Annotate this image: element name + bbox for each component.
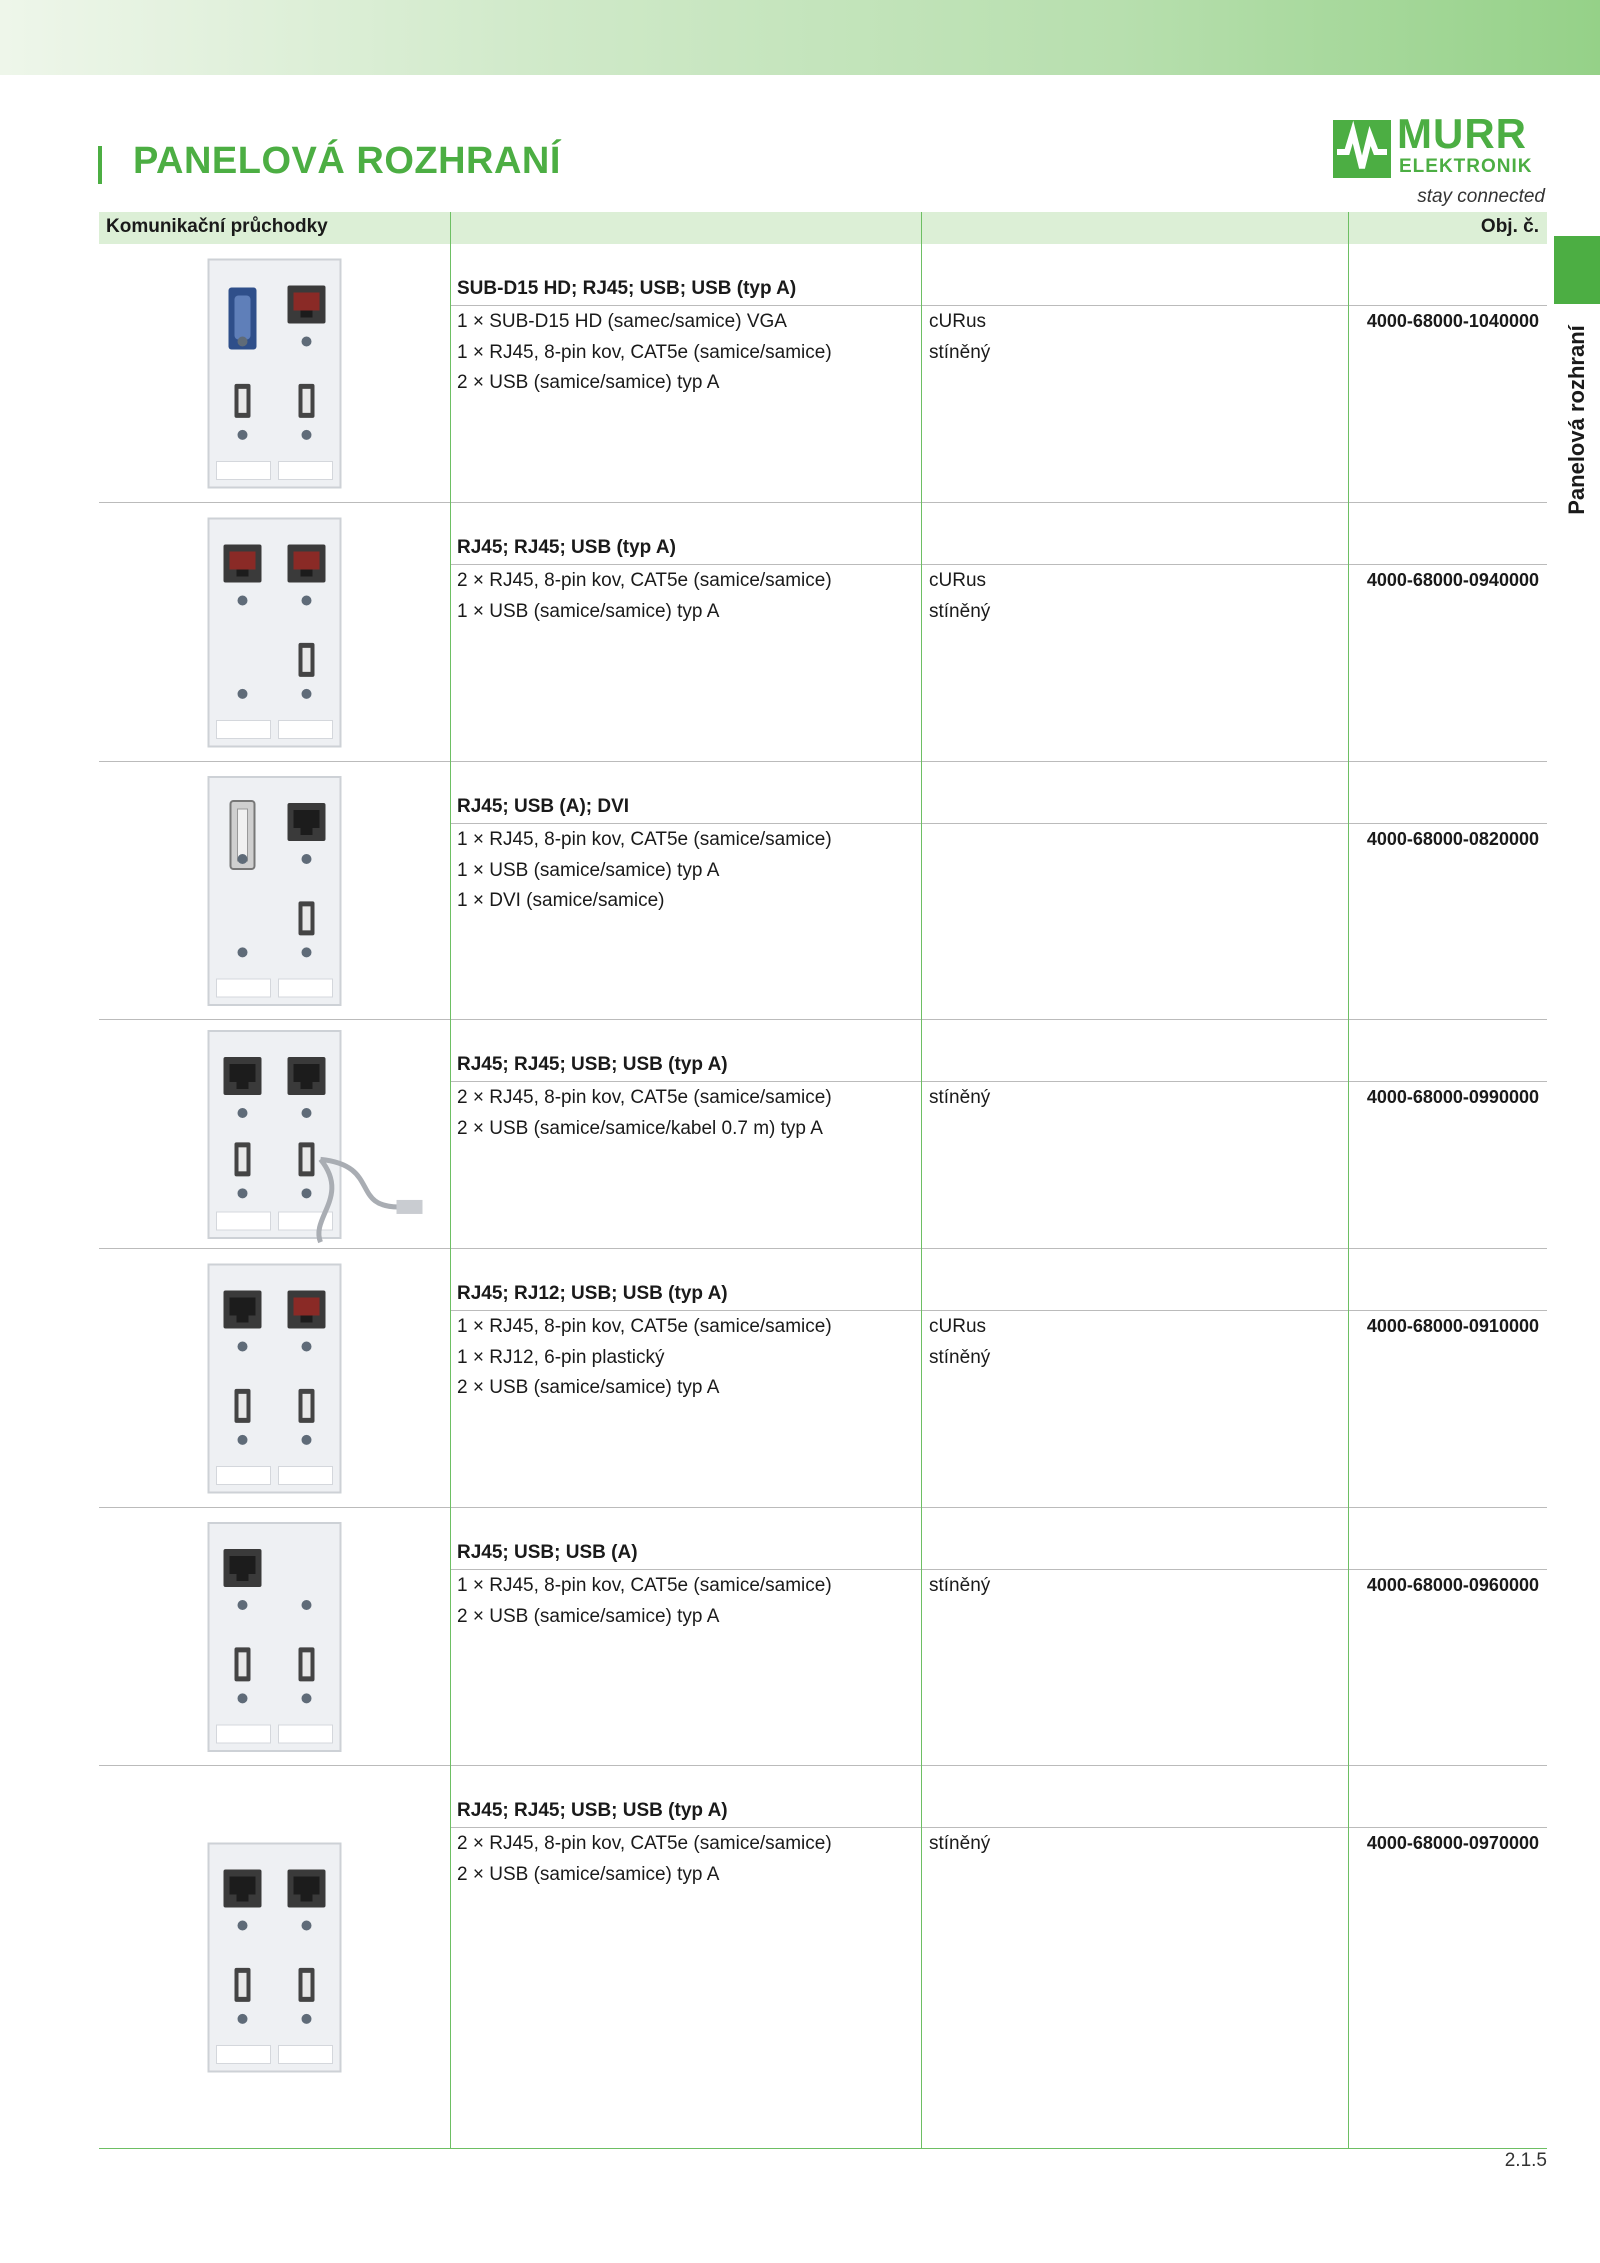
product-image (99, 1249, 450, 1508)
product-image (99, 1508, 450, 1766)
label-field (279, 2046, 333, 2064)
product-title: SUB-D15 HD; RJ45; USB; USB (typ A) (457, 278, 797, 299)
spec-line: 2 × USB (samice/samice/kabel 0.7 m) typ A (457, 1117, 823, 1139)
spec-line: 2 × USB (samice/samice) typ A (457, 372, 720, 393)
certification-label: cURus (929, 570, 987, 591)
product-image (99, 503, 450, 762)
screw-icon (302, 1600, 312, 1610)
screw-icon (238, 1108, 248, 1118)
screw-icon (238, 1693, 248, 1703)
column-header-order-number: Obj. č. (1480, 216, 1539, 237)
product-title: RJ45; RJ45; USB; USB (typ A) (457, 1800, 728, 1821)
table-row (99, 1020, 1547, 1249)
order-number: 4000-68000-0960000 (1366, 1575, 1539, 1595)
screw-icon (238, 1921, 248, 1931)
table-row (99, 762, 1547, 1020)
certification-label: stíněný (929, 1087, 991, 1108)
panel-illustration (99, 1249, 450, 1508)
product-title: RJ45; USB; USB (A) (457, 1542, 638, 1563)
certification-label: stíněný (929, 1346, 991, 1368)
table-header (99, 212, 1547, 244)
spec-line: 1 × RJ45, 8-pin kov, CAT5e (samice/samice) (457, 1575, 832, 1596)
product-image (99, 1020, 450, 1249)
table-row (99, 1766, 1547, 2149)
screw-icon (238, 689, 248, 699)
spec-line: 1 × DVI (samice/samice) (457, 890, 665, 911)
spec-line: 2 × USB (samice/samice) typ A (457, 1863, 720, 1885)
row-subdivider (451, 1569, 1547, 1570)
murr-elektronik-logo (1333, 110, 1548, 213)
panel-illustration (99, 503, 450, 762)
product-certifications (929, 1083, 990, 1114)
label-field (217, 462, 271, 480)
screw-icon (302, 1921, 312, 1931)
screw-icon (238, 1188, 248, 1198)
screw-icon (238, 430, 248, 440)
brand-name: MURR (1397, 110, 1527, 157)
screw-icon (238, 337, 248, 347)
product-image (99, 244, 450, 503)
spec-line: 1 × SUB-D15 HD (samec/samice) VGA (457, 311, 787, 332)
label-field (279, 1467, 333, 1485)
panel-illustration (99, 1020, 450, 1249)
product-description (457, 825, 832, 917)
spec-line: 2 × RJ45, 8-pin kov, CAT5e (samice/samice) (457, 1833, 832, 1854)
section-side-label: Panelová rozhraní (1564, 325, 1589, 515)
screw-icon (302, 947, 312, 957)
murr-logo-mark-icon (1333, 120, 1391, 178)
panel-drawing (209, 777, 341, 1005)
label-field (217, 1725, 271, 1743)
usb-plug-icon (397, 1200, 423, 1214)
label-field (217, 979, 271, 997)
label-field (279, 979, 333, 997)
order-number: 4000-68000-0970000 (1366, 1833, 1539, 1853)
order-number: 4000-68000-0910000 (1366, 1316, 1539, 1336)
row-subdivider (451, 1081, 1547, 1082)
screw-icon (238, 2014, 248, 2024)
screw-icon (302, 1342, 312, 1352)
page-title: PANELOVÁ ROZHRANÍ (133, 140, 561, 182)
product-description (457, 307, 832, 399)
product-image (99, 1766, 450, 2149)
screw-icon (302, 1188, 312, 1198)
column-divider (450, 212, 451, 2149)
order-number: 4000-68000-1040000 (1366, 311, 1539, 331)
spec-line: 1 × RJ45, 8-pin kov, CAT5e (samice/samice) (457, 1316, 832, 1337)
row-subdivider (451, 305, 1547, 306)
row-subdivider (451, 564, 1547, 565)
label-field (217, 721, 271, 739)
row-subdivider (451, 1310, 1547, 1311)
certification-label: stíněný (929, 1833, 991, 1854)
product-certifications (929, 1571, 990, 1602)
product-description (457, 1312, 832, 1404)
spec-line: 1 × USB (samice/samice) typ A (457, 600, 720, 622)
table-bottom-rule (99, 2148, 1547, 2149)
brand-tagline: stay connected (1417, 186, 1545, 207)
certification-label: stíněný (929, 600, 991, 622)
product-image (99, 762, 450, 1020)
section-tab-marker (1554, 236, 1600, 304)
label-field (279, 462, 333, 480)
screw-icon (238, 1600, 248, 1610)
screw-icon (238, 596, 248, 606)
product-certifications (929, 1312, 990, 1373)
panel-drawing (209, 1031, 423, 1242)
label-field (217, 1212, 271, 1230)
page-number: 2.1.5 (1504, 2150, 1547, 2171)
table-row (99, 503, 1547, 762)
order-number: 4000-68000-0990000 (1366, 1087, 1539, 1107)
product-table (99, 212, 1547, 2149)
screw-icon (302, 689, 312, 699)
screw-icon (238, 854, 248, 864)
product-description (457, 1829, 832, 1890)
product-title: RJ45; RJ45; USB (typ A) (457, 537, 676, 558)
panel-illustration (99, 1766, 450, 2149)
product-description (457, 566, 832, 627)
order-number: 4000-68000-0820000 (1366, 829, 1539, 849)
panel-illustration (99, 1508, 450, 1766)
screw-icon (302, 2014, 312, 2024)
spec-line: 2 × USB (samice/samice) typ A (457, 1605, 720, 1627)
screw-icon (302, 430, 312, 440)
column-header-product: Komunikační průchodky (106, 216, 328, 237)
column-divider (921, 212, 922, 2149)
spec-line: 1 × USB (samice/samice) typ A (457, 859, 720, 881)
top-color-band (0, 0, 1600, 75)
brand-subname: ELEKTRONIK (1399, 156, 1533, 177)
panel-drawing (209, 260, 341, 488)
spec-line: 1 × RJ45, 8-pin kov, CAT5e (samice/samice) (457, 341, 832, 363)
title-accent-bar (98, 146, 102, 184)
label-field (217, 2046, 271, 2064)
certification-label: stíněný (929, 1575, 991, 1596)
product-certifications (929, 566, 990, 627)
row-subdivider (451, 1827, 1547, 1828)
panel-illustration (99, 762, 450, 1020)
certification-label: stíněný (929, 341, 991, 363)
certification-label: cURus (929, 1316, 987, 1337)
screw-icon (302, 1435, 312, 1445)
product-title: RJ45; RJ12; USB; USB (typ A) (457, 1283, 728, 1304)
spec-line: 2 × RJ45, 8-pin kov, CAT5e (samice/samice) (457, 570, 832, 591)
spec-line: 1 × RJ12, 6-pin plastický (457, 1346, 665, 1368)
product-title: RJ45; USB (A); DVI (457, 796, 630, 817)
screw-icon (238, 1342, 248, 1352)
spec-line: 2 × RJ45, 8-pin kov, CAT5e (samice/samice) (457, 1087, 832, 1108)
product-description (457, 1083, 832, 1144)
row-subdivider (451, 823, 1547, 824)
label-field (217, 1467, 271, 1485)
screw-icon (302, 596, 312, 606)
screw-icon (302, 854, 312, 864)
panel-drawing (209, 1844, 341, 2072)
screw-icon (238, 947, 248, 957)
panel-drawing (209, 1523, 341, 1751)
table-row (99, 1249, 1547, 1508)
column-divider (1348, 212, 1349, 2149)
panel-illustration (99, 244, 450, 503)
table-row (99, 1508, 1547, 1766)
label-field (279, 1725, 333, 1743)
screw-icon (302, 1693, 312, 1703)
certification-label: cURus (929, 311, 987, 332)
table-row (99, 244, 1547, 503)
screw-icon (302, 1108, 312, 1118)
product-description (457, 1571, 832, 1632)
product-certifications (929, 307, 990, 368)
product-certifications (929, 1829, 990, 1860)
product-title: RJ45; RJ45; USB; USB (typ A) (457, 1054, 728, 1075)
screw-icon (238, 1435, 248, 1445)
panel-drawing (209, 519, 341, 747)
panel-drawing (209, 1265, 341, 1493)
label-field (279, 721, 333, 739)
spec-line: 1 × RJ45, 8-pin kov, CAT5e (samice/samice) (457, 829, 832, 850)
screw-icon (302, 337, 312, 347)
order-number: 4000-68000-0940000 (1366, 570, 1539, 590)
spec-line: 2 × USB (samice/samice) typ A (457, 1377, 720, 1398)
